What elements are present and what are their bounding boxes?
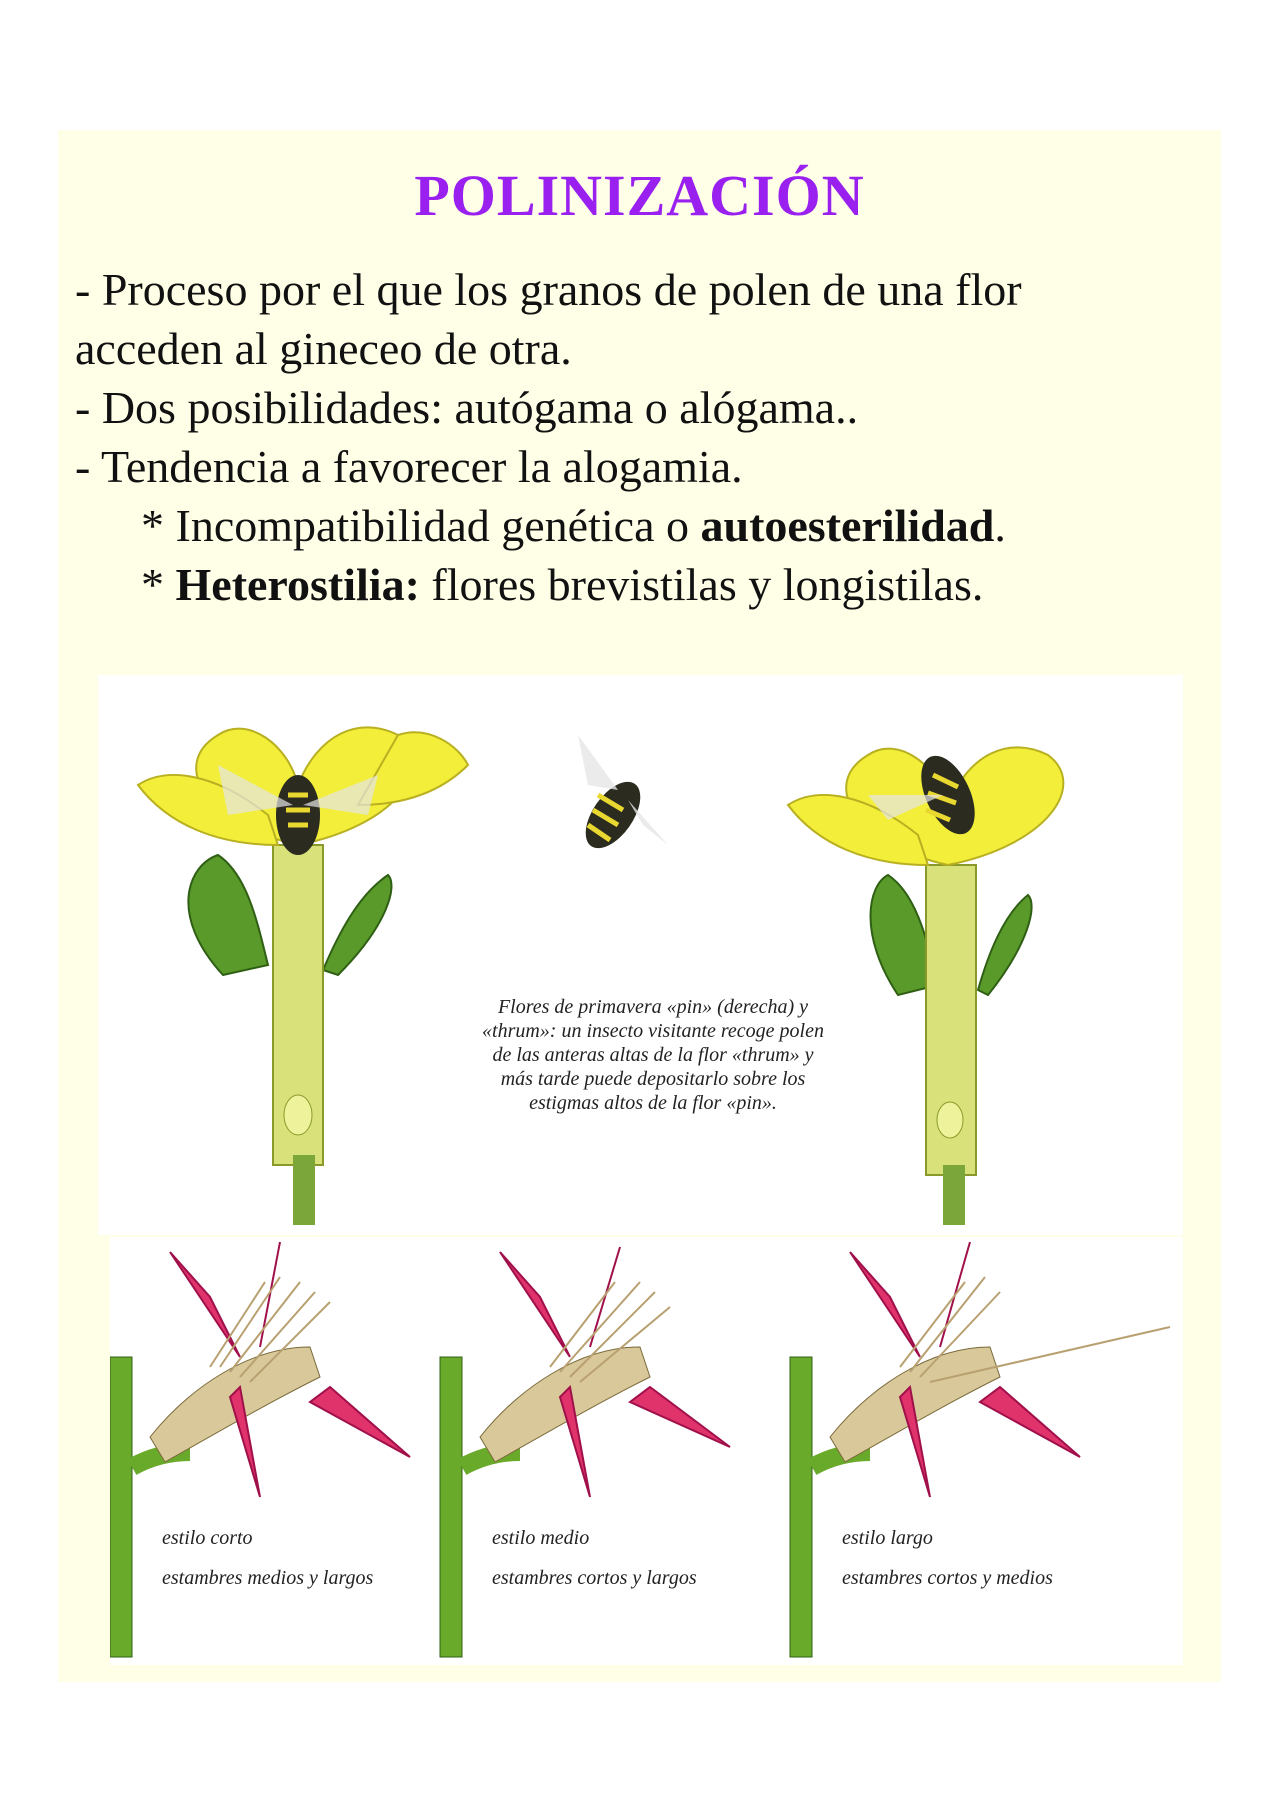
sub-bullet-1 — [75, 496, 1205, 555]
sub-bullet-1-end: . — [994, 500, 1006, 551]
flower-short-style — [110, 1242, 410, 1657]
label-style-1: estilo corto — [162, 1527, 253, 1549]
caption-line: más tarde puede depositarlo sobre los — [500, 1068, 806, 1090]
label-stamens-1: estambres medios y largos — [162, 1567, 374, 1589]
primrose-drawing — [98, 675, 1183, 1235]
bullet-line-3: - Dos posibilidades: autógama o alógama.. — [75, 382, 859, 433]
pin-flower — [788, 747, 1063, 1225]
sub-bullet-2-text: flores brevistilas y longistilas. — [419, 559, 984, 610]
page-title: POLINIZACIÓN — [414, 163, 865, 228]
bullet-line-4: - Tendencia a favorecer la alogamia. — [75, 441, 743, 492]
slide — [58, 130, 1221, 1682]
label-style-3: estilo largo — [842, 1527, 933, 1549]
thrum-flower — [138, 727, 468, 1225]
sub-bullet-2-bold: Heterostilia: — [175, 559, 420, 610]
caption-line: Flores de primavera «pin» (derecha) y — [497, 996, 809, 1018]
figure-caption — [438, 995, 868, 1115]
caption-line: estigmas altos de la flor «pin». — [529, 1092, 777, 1114]
heterostyly-panel — [110, 1237, 1183, 1665]
hoverfly — [575, 735, 668, 858]
illustration — [98, 675, 1183, 1665]
sub-bullet-2 — [75, 555, 1205, 614]
primrose-panel — [98, 675, 1183, 1235]
label-style-2: estilo medio — [492, 1527, 590, 1549]
heterostyly-drawing — [110, 1237, 1183, 1665]
label-stamens-2: estambres cortos y largos — [492, 1567, 697, 1589]
bullet-text — [75, 260, 1205, 614]
caption-line: de las anteras altas de la flor «thrum» y — [492, 1044, 814, 1066]
flower-medium-style — [440, 1247, 730, 1657]
label-stamens-3: estambres cortos y medios — [842, 1567, 1053, 1589]
sub-bullet-1-bold: autoesterilidad — [700, 500, 995, 551]
sub-bullet-2-star: * — [141, 559, 176, 610]
sub-bullet-1-text: * Incompatibilidad genética o — [141, 500, 701, 551]
caption-line: «thrum»: un insecto visitante recoge polen — [482, 1020, 824, 1042]
bullet-line-1: - Proceso por el que los granos de polen de una flor — [75, 264, 1022, 315]
flower-long-style — [790, 1242, 1170, 1657]
bullet-line-2: acceden al gineceo de otra. — [75, 323, 572, 374]
